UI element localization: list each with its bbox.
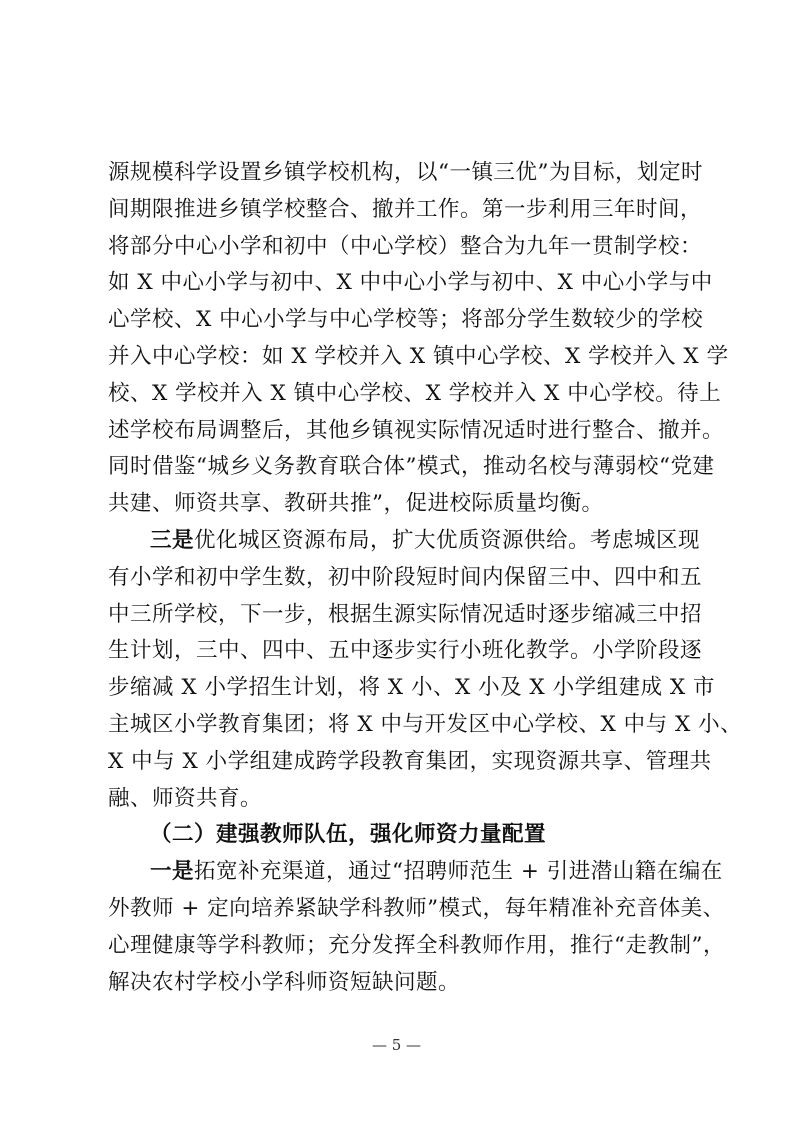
text-line: 主城区小学教育集团；将 X 中与开发区中心学校、X 中与 X 小、 <box>108 712 743 737</box>
paragraph-start <box>150 523 701 559</box>
section-heading: （二）建强教师队伍，强化师资力量配置 <box>150 822 547 848</box>
text-line: X 中与 X 小学组建成跨学段教育集团，实现资源共享、管理共 <box>108 748 712 774</box>
text-line: 生计划，三中、四中、五中逐步实行小班化教学。小学阶段逐 <box>108 638 703 664</box>
line-text: 优化城区资源布局，扩大优质资源供给。考虑城区现 <box>194 528 701 553</box>
text-line: 间期限推进乡镇学校整合、撤并工作。第一步利用三年时间， <box>108 196 703 222</box>
text-line: 将部分中心小学和初中（中心学校）整合为九年一贯制学校： <box>108 233 703 259</box>
text-line: 同时借鉴“城乡义务教育联合体”模式，推动名校与薄弱校“党建 <box>108 454 715 480</box>
lead-phrase: 三是 <box>150 528 195 553</box>
text-line: 中三所学校，下一步，根据生源实际情况适时逐步缩减三中招 <box>108 601 703 627</box>
text-line: 共建、师资共享、教研共推”，促进校际质量均衡。 <box>108 491 604 517</box>
text-line: 校、X 学校并入 X 镇中心学校、X 学校并入 X 中心学校。待上 <box>108 380 722 406</box>
paragraph-start <box>150 854 723 890</box>
text-line: 解决农村学校小学科师资短缺问题。 <box>108 969 461 995</box>
text-line: 述学校布局调整后，其他乡镇视实际情况适时进行整合、撤并。 <box>108 417 725 443</box>
text-line: 融、师资共育。 <box>108 785 263 811</box>
text-line: 外教师 + 定向培养紧缺学科教师”模式，每年精准补充音体美、 <box>108 896 725 921</box>
text-line: 有小学和初中学生数，初中阶段短时间内保留三中、四中和五 <box>108 564 703 590</box>
text-line: 并入中心学校：如 X 学校并入 X 镇中心学校、X 学校并入 X 学 <box>108 344 729 369</box>
page-number: — 5 — <box>371 1036 422 1054</box>
text-line: 心理健康等学科教师；充分发挥全科教师作用，推行“走教制”， <box>108 932 725 958</box>
lead-phrase: 一是 <box>150 859 195 885</box>
text-line: 源规模科学设置乡镇学校机构，以“一镇三优”为目标，划定时 <box>108 160 703 185</box>
line-text: 拓宽补充渠道，通过“招聘师范生 + 引进潜山籍在编在 <box>194 859 723 885</box>
text-line: 如 X 中心小学与初中、X 中中心小学与初中、X 中心小学与中 <box>108 270 713 296</box>
text-line: 心学校、X 中心小学与中心学校等；将部分学生数较少的学校 <box>108 307 704 333</box>
text-line: 步缩减 X 小学招生计划，将 X 小、X 小及 X 小学组建成 X 市 <box>108 675 716 701</box>
